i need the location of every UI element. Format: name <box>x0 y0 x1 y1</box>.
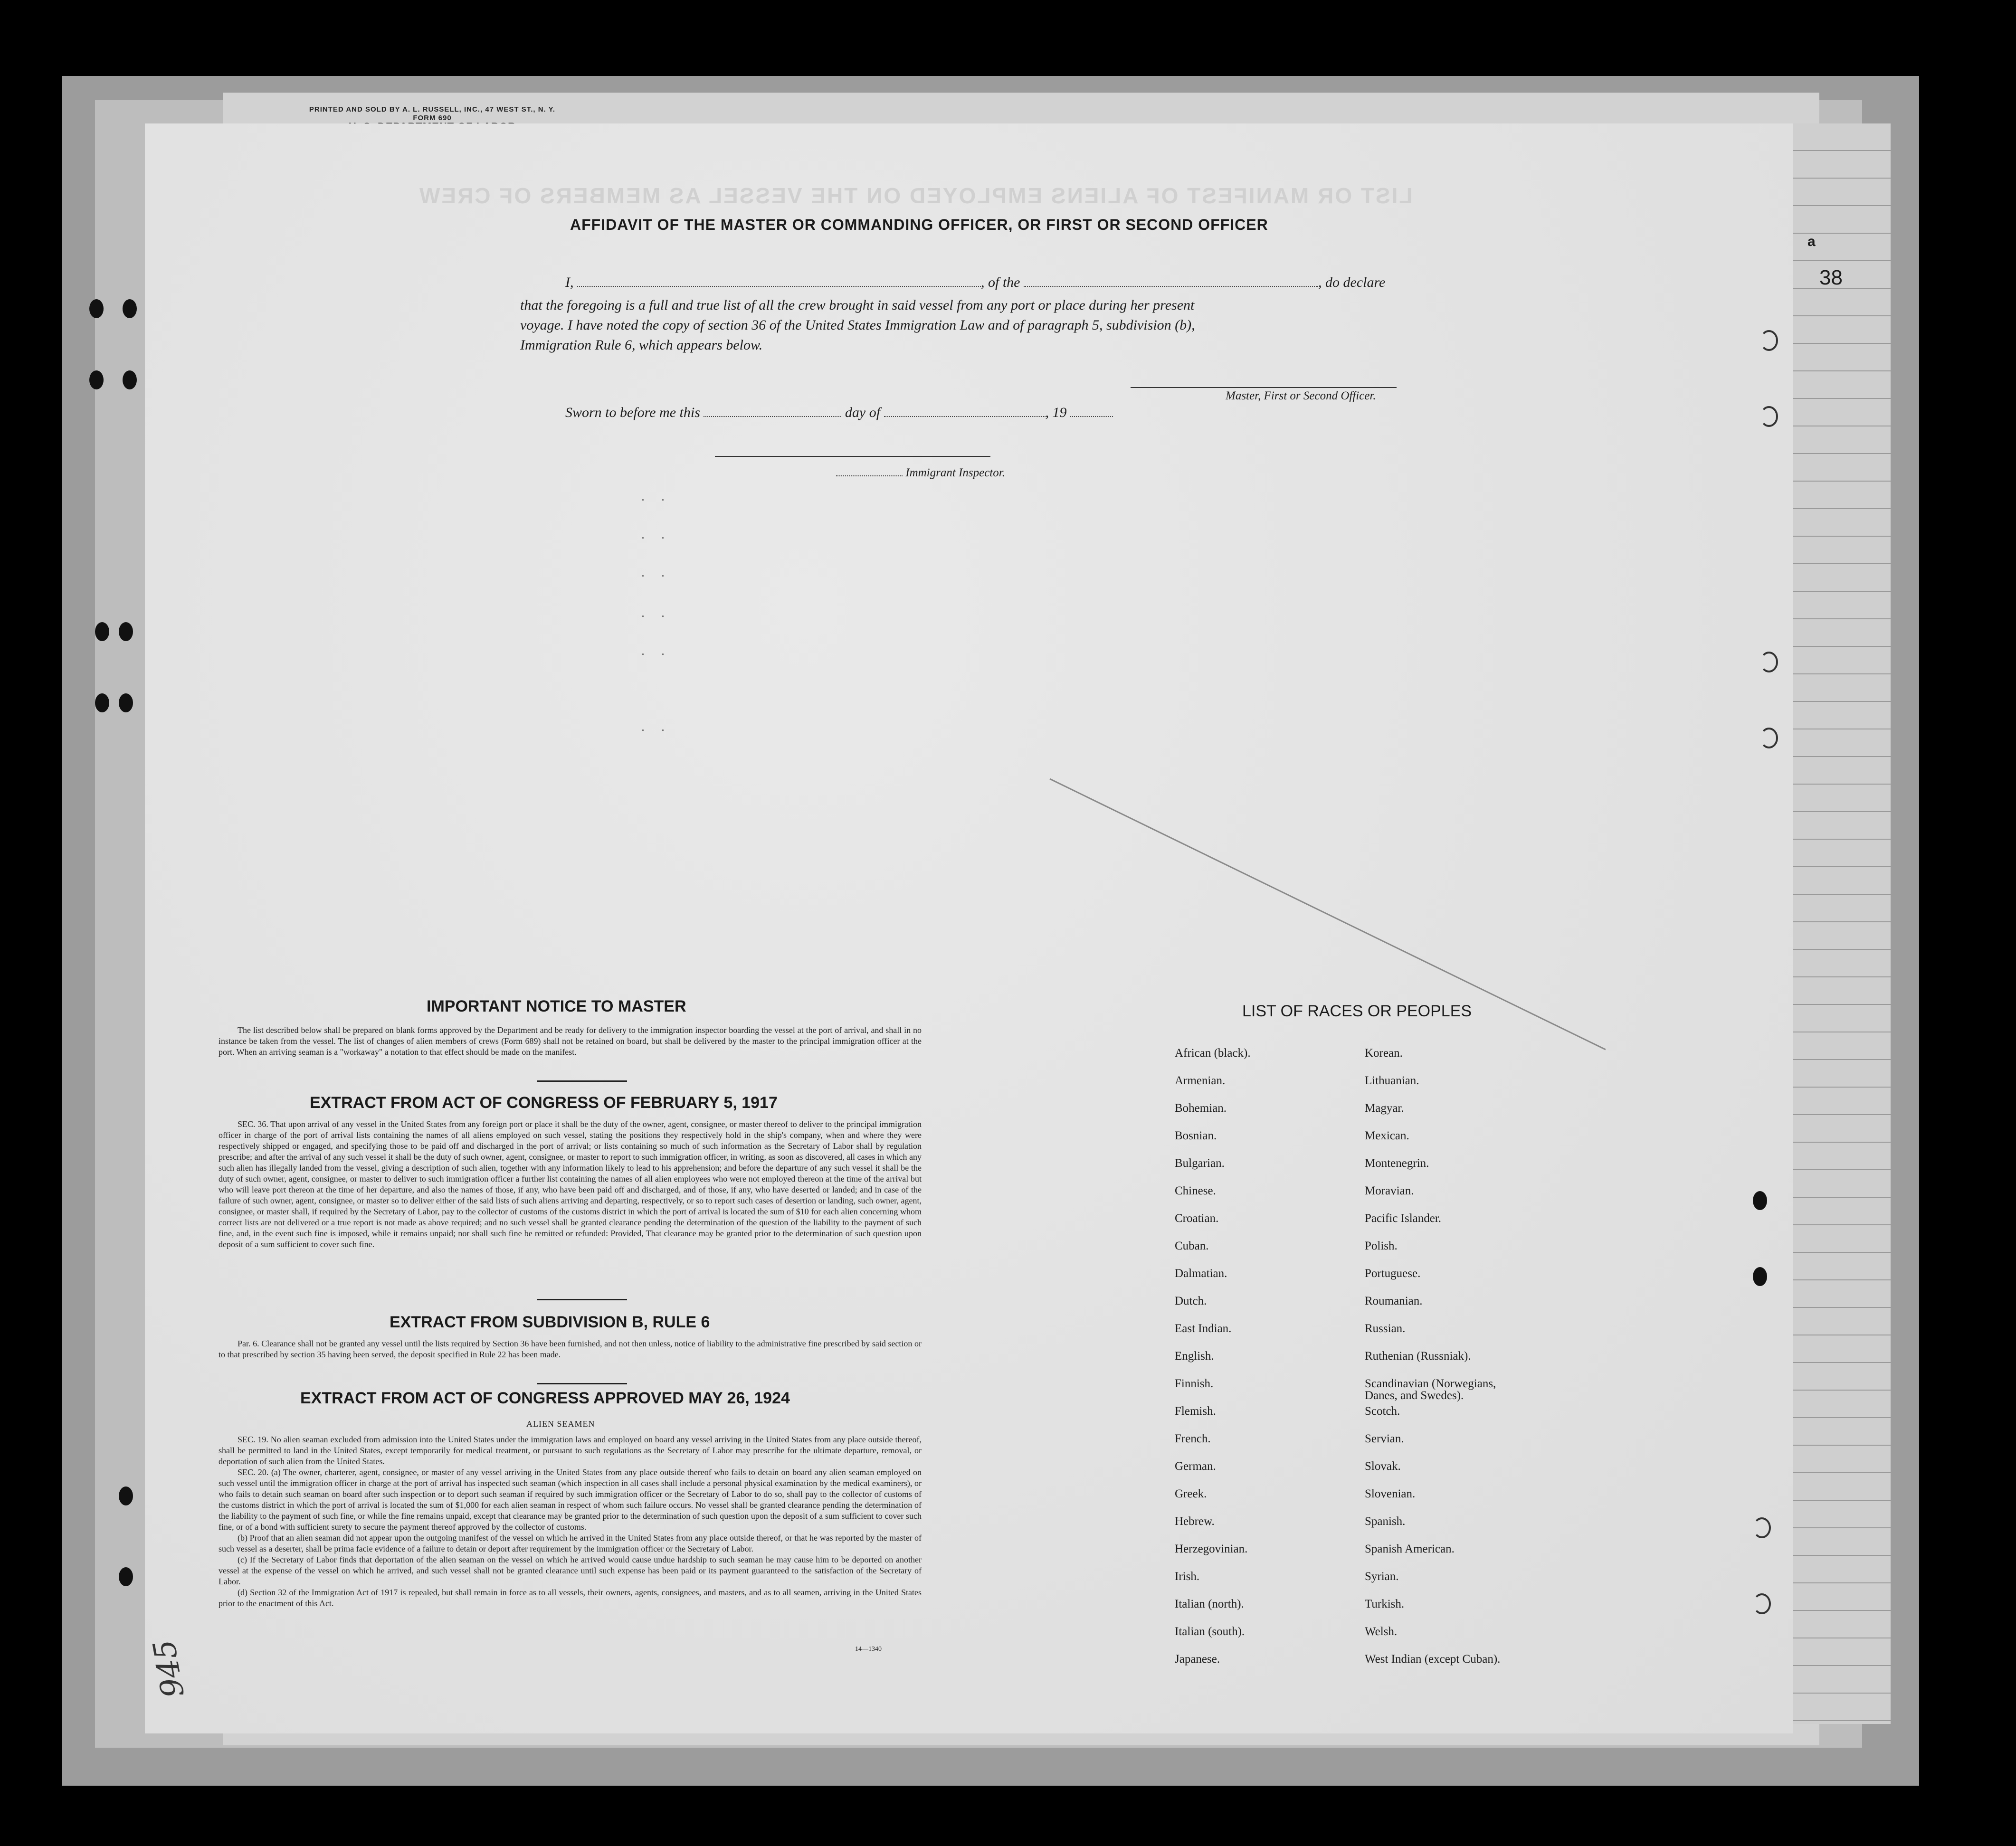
race-item: Scandinavian (Norwegians, Danes, and Swedes). <box>1365 1377 1496 1402</box>
affidavit-title: AFFIDAVIT OF THE MASTER OR COMMANDING OFFICER, OR FIRST OR SECOND OFFICER <box>570 216 1268 233</box>
race-item: Croatian. <box>1175 1212 1219 1225</box>
race-item: Korean. <box>1365 1047 1403 1060</box>
sworn-line <box>565 405 1113 421</box>
race-item: Italian (south). <box>1175 1625 1245 1638</box>
race-item: Japanese. <box>1175 1653 1220 1666</box>
extract-1924-subtitle: ALIEN SEAMEN <box>526 1419 595 1429</box>
ditto-marks: . . <box>641 489 671 504</box>
race-item: German. <box>1175 1460 1216 1473</box>
race-item: West Indian (except Cuban). <box>1365 1653 1501 1666</box>
race-item: Russian. <box>1365 1322 1406 1335</box>
bleed-through-text: LIST OR MANIFEST OF ALIENS EMPLOYED ON THE VESSEL AS MEMBERS OF CREW <box>418 183 1413 208</box>
race-item: Bosnian. <box>1175 1129 1217 1142</box>
punch-hole <box>95 693 109 712</box>
affidavit-line-3: voyage. I have noted the copy of section 36 of the United States Immigration Law and of paragraph 5, subdivision (b), <box>520 317 1195 333</box>
extract-1924-sec20d: (d) Section 32 of the Immigration Act of 1917 is repealed, but shall remain in force as to all vessels, their owners, agents, consignees, and masters, and as to all seamen, arriving in the United States prior to the enactment of this Act. <box>219 1588 922 1608</box>
race-item: Pacific Islander. <box>1365 1212 1442 1225</box>
printer-line-2: FORM 690 <box>413 114 452 122</box>
race-item: Finnish. <box>1175 1377 1214 1390</box>
binder-ring <box>1753 1593 1771 1614</box>
binder-ring <box>1760 330 1778 351</box>
race-item: Spanish American. <box>1365 1543 1455 1555</box>
punch-hole <box>119 1567 133 1586</box>
race-item: Scotch. <box>1365 1405 1400 1418</box>
ditto-marks: . . <box>641 565 671 580</box>
extract-1917-title: EXTRACT FROM ACT OF CONGRESS OF FEBRUARY 5, 1917 <box>310 1094 778 1112</box>
race-item: Portuguese. <box>1365 1267 1421 1280</box>
race-item: East Indian. <box>1175 1322 1232 1335</box>
inspector-leader-dots <box>836 475 903 476</box>
race-item: Irish. <box>1175 1570 1200 1583</box>
ditto-marks: . . <box>641 644 671 658</box>
race-item: Polish. <box>1365 1240 1398 1252</box>
race-item: French. <box>1175 1432 1211 1445</box>
extract-1924-title: EXTRACT FROM ACT OF CONGRESS APPROVED MAY 26, 1924 <box>300 1389 790 1407</box>
race-item: Cuban. <box>1175 1240 1209 1252</box>
affidavit-i-label: I, <box>565 275 574 290</box>
race-item: Moravian. <box>1365 1184 1414 1197</box>
sworn-day-field[interactable] <box>704 416 841 417</box>
punch-hole <box>123 299 137 318</box>
race-item: Lithuanian. <box>1365 1074 1419 1087</box>
divider-rule <box>537 1080 627 1082</box>
race-item: Spanish. <box>1365 1515 1406 1528</box>
race-item: English. <box>1175 1350 1214 1363</box>
race-item: Chinese. <box>1175 1184 1216 1197</box>
sworn-month-field[interactable] <box>884 416 1046 417</box>
ditto-marks: . . <box>641 527 671 542</box>
race-item: Italian (north). <box>1175 1598 1244 1610</box>
punch-hole <box>89 370 104 389</box>
race-item: Herzegovinian. <box>1175 1543 1248 1555</box>
affidavit-of-the-label: , of the <box>981 275 1020 290</box>
day-of-label: day of <box>845 405 881 420</box>
extract-1924-sec19: SEC. 19. No alien seaman excluded from admission into the United States under the immigration laws and employed on board any vessel arriving in the United States from any place outside thereof, shall be permitted to land in the United States, except temporarily for medical treatment, or pursuant to such regulations as the Secretary of Labor may prescribe for the ultimate departure, removal, or deportation of such alien from the United States. <box>219 1435 922 1466</box>
notice-title: IMPORTANT NOTICE TO MASTER <box>427 997 686 1015</box>
edge-mark: a <box>1807 234 1816 249</box>
inspector-signature-line[interactable] <box>715 456 990 457</box>
punch-hole <box>89 299 104 318</box>
race-item: Magyar. <box>1365 1102 1404 1115</box>
extract-rule6-title: EXTRACT FROM SUBDIVISION B, RULE 6 <box>390 1313 710 1331</box>
race-item: Roumanian. <box>1365 1295 1423 1307</box>
sworn-year-field[interactable] <box>1070 416 1113 417</box>
race-item: Hebrew. <box>1175 1515 1215 1528</box>
master-name-field[interactable] <box>577 286 981 287</box>
extract-1924-body <box>219 1434 922 1609</box>
race-item: Syrian. <box>1365 1570 1399 1583</box>
race-item: Slovak. <box>1365 1460 1401 1473</box>
printer-line-1: PRINTED AND SOLD BY A. L. RUSSELL, INC., 47 WEST ST., N. Y. <box>309 105 556 114</box>
notice-body: The list described below shall be prepared on blank forms approved by the Department and be ready for delivery to the immigration inspector boarding the vessel at the port of arrival, and shall in no instance be taken from the vessel. The list of changes of alien members of crews (Form 689) shall not be retained on board, but shall be delivered by the master to the principal immigration officer at the port. When an arriving seaman is a "workaway" a notation to that effect should be made on the manifest. <box>219 1025 922 1057</box>
form-code: 14—1340 <box>855 1646 882 1653</box>
extract-rule6-body: Par. 6. Clearance shall not be granted any vessel until the lists required by Section 36 have been furnished, and not then unless, notice of liability to the administrative fine prescribed by said section or to that prescribed by section 35 having been served, the deposit specified in Rule 22 has been made. <box>219 1339 922 1359</box>
binder-ring <box>1760 728 1778 748</box>
race-item: Greek. <box>1175 1487 1207 1500</box>
race-item: Flemish. <box>1175 1405 1216 1418</box>
race-item: Armenian. <box>1175 1074 1226 1087</box>
extract-1924-sec20a: SEC. 20. (a) The owner, charterer, agent, consignee, or master of any vessel arriving in the United States from any place outside thereof who fails to detain on board any alien seaman employed on such vessel until the immigration officer in charge at the port of arrival has inspected such seaman (which inspection in all cases shall include a personal physical examination by the medical examiners), or who fails to detain such seaman on board after such inspection or to deport such seaman if required by such immigration officer or the Secretary of Labor to do so, shall pay to the collector of customs of the customs district in which the port of arrival is located the sum of $1,000 for each alien seaman in respect of whom such failure occurs. No vessel shall be granted clearance pending the determination of the liability to the payment of such fine, or while the fine remains unpaid, except that clearance may be granted prior to the determination of such question upon the deposit of a sum sufficient to cover such fine, or of a bond with sufficient surety to secure the payment thereof approved by the collector of customs. <box>219 1467 922 1532</box>
extract-1924-sec20b: (b) Proof that an alien seaman did not appear upon the outgoing manifest of the vessel on which he arrived in the United States from any place outside thereof, or that he was reported by the master of such vessel as a deserter, shall be prima facie evidence of a failure to detain or deport after requirement by the immigration officer or the Secretary of Labor. <box>219 1533 922 1553</box>
ditto-marks: . . <box>641 719 671 734</box>
punch-hole <box>1753 1267 1767 1286</box>
ditto-marks: . . <box>641 606 671 620</box>
race-item: Dutch. <box>1175 1295 1207 1307</box>
sworn-label: Sworn to before me this <box>565 405 700 420</box>
punch-hole <box>119 693 133 712</box>
master-signature-line[interactable] <box>1131 387 1397 388</box>
handwritten-note: 945 <box>146 1637 191 1700</box>
binder-ring <box>1760 406 1778 427</box>
binder-ring <box>1753 1517 1771 1538</box>
affidavit-do-declare-label: , do declare <box>1318 275 1386 290</box>
affidavit-line-4: Immigration Rule 6, which appears below. <box>520 337 763 353</box>
punch-hole <box>95 622 109 641</box>
race-item: Montenegrin. <box>1365 1157 1429 1170</box>
master-signature-label: Master, First or Second Officer. <box>1226 389 1376 402</box>
binder-ring <box>1760 652 1778 672</box>
punch-hole <box>119 1486 133 1505</box>
divider-rule <box>537 1383 627 1384</box>
year-prefix-label: , 19 <box>1045 405 1067 420</box>
punch-hole <box>119 622 133 641</box>
inspector-label: Immigrant Inspector. <box>905 466 1005 479</box>
extract-1917-body: SEC. 36. That upon arrival of any vessel in the United States from any foreign port or place it shall be the duty of the owner, agent, consignee, or master thereof to deliver to the principal immigration officer in charge of the port of arrival lists containing the names of all aliens employed on such vessel, stating the positions they respectively hold in the ship's company, when and where they were respectively shipped or engaged, and specifying those to be paid off and discharged in the port of arrival; or lists containing so much of such information as the Secretary of Labor shall by regulation prescribe; and after the arrival of any such vessel it shall be the duty of such owner, agent, consignee, or master to report to such immigration officer, in writing, as soon as discovered, all cases in which any such alien has illegally landed from the vessel, giving a description of such alien, together with any information likely to lead to his apprehension; and before the departure of any such vessel it shall be the duty of such owner, agent, consignee, or master to deliver to such immigration officer a further list containing the names of all alien employees who were not employed thereon at the time of the arrival but who will leave port thereon at the time of her departure, and also the names of those, if any, who have been paid off and discharged, and of those, if any, who have deserted or landed; and in case of the failure of such owner, agent, consignee, or master so to deliver either of the said lists of such aliens arriving and departing, respectively, or so to report such cases of desertion or landing, such owner, agent, consignee, or master shall, if required by the Secretary of Labor, pay to the collector of customs of the customs district in which the port of arrival is located the sum of $10 for each alien concerning whom correct lists are not delivered or a true report is not made as above required; and no such vessel shall be granted clearance pending the determination of the question of the liability to the payment of such fine, and, in the event such fine is imposed, while it remains unpaid; nor shall such fine be remitted or refunded: Provided, That clearance may be granted prior to the determination of such question upon deposit of a sum sufficient to cover such fine. <box>219 1119 922 1249</box>
race-item: Bohemian. <box>1175 1102 1227 1115</box>
punch-hole <box>1753 1191 1767 1210</box>
inspector-signature-label <box>836 466 1005 480</box>
race-item: Servian. <box>1365 1432 1404 1445</box>
race-item: Mexican. <box>1365 1129 1409 1142</box>
race-item: African (black). <box>1175 1047 1251 1060</box>
races-column-1 <box>1175 1047 1355 1681</box>
race-item: Dalmatian. <box>1175 1267 1227 1280</box>
divider-rule <box>537 1299 627 1300</box>
races-column-2 <box>1365 1047 1631 1681</box>
extract-1924-sec20c: (c) If the Secretary of Labor finds that deportation of the alien seaman on the vessel on which he arrived would cause undue hardship to such seaman he may cause him to be deported on another vessel at the expense of the vessel on which he arrived, and such vessel shall not be granted clearance until such expense has been paid or its payment guaranteed to the satisfaction of the Secretary of Labor. <box>219 1555 922 1586</box>
race-item: Turkish. <box>1365 1598 1405 1610</box>
vessel-name-field[interactable] <box>1024 286 1318 287</box>
pencil-stroke <box>1045 774 1615 1059</box>
race-item: Bulgarian. <box>1175 1157 1225 1170</box>
page-number: 38 <box>1819 266 1843 289</box>
race-item: Welsh. <box>1365 1625 1398 1638</box>
race-item: Ruthenian (Russniak). <box>1365 1350 1471 1363</box>
punch-hole <box>123 370 137 389</box>
race-item: Slovenian. <box>1365 1487 1416 1500</box>
affidavit-line-2: that the foregoing is a full and true list of all the crew brought in said vessel from any port or place during her present <box>520 297 1195 313</box>
affidavit-declaration-line <box>520 275 1437 291</box>
races-title: LIST OF RACES OR PEOPLES <box>1242 1002 1472 1020</box>
